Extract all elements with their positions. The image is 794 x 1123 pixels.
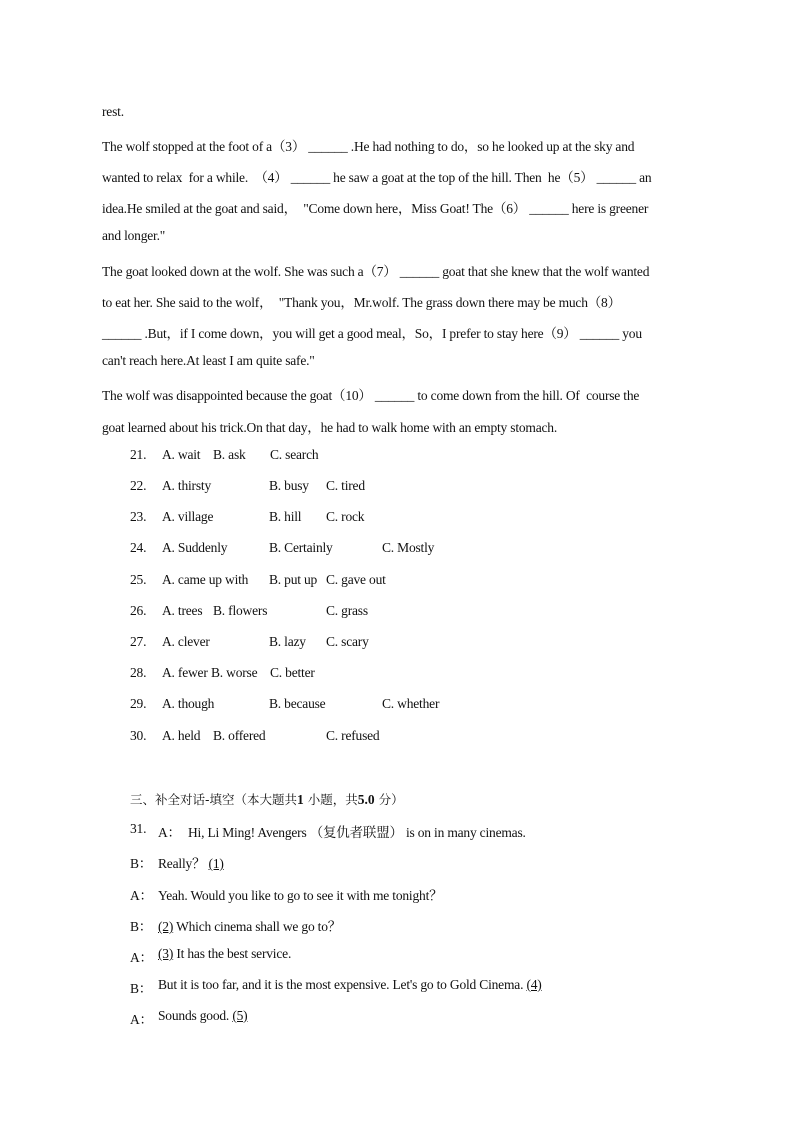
passage-line: to eat her. She said to the wolf， "Thank you，Mr.wolf. The grass down there may be much（8） <box>102 295 621 310</box>
dialogue-speaker: A： <box>130 888 153 903</box>
question-number: 26. <box>130 603 147 618</box>
question-number: 27. <box>130 634 147 649</box>
question-number: 31. <box>130 821 147 836</box>
option-a: A. fewer <box>162 665 208 680</box>
passage-line: ______ .But，if I come down，you will get a good meal，So，I prefer to stay here（9） ______ you <box>102 326 642 341</box>
answer-blank: (5) <box>232 1008 248 1023</box>
option-b: B. ask <box>213 447 246 462</box>
question-number: 22. <box>130 478 147 493</box>
question-number: 23. <box>130 509 147 524</box>
option-b: B. put up <box>269 572 318 587</box>
question-number: 30. <box>130 728 147 743</box>
dialogue-text: Which cinema shall we go to？ <box>173 919 342 934</box>
dialogue-line <box>158 1008 247 1024</box>
passage-line: and longer." <box>102 228 166 243</box>
section-score: 5.0 <box>357 792 375 807</box>
passage-line: The goat looked down at the wolf. She was such a（7） ______ goat that she knew that the wolf wanted <box>102 264 650 279</box>
answer-blank: (4) <box>526 977 542 992</box>
option-a: A. Suddenly <box>162 540 228 555</box>
passage-line: The wolf stopped at the foot of a（3） ______ .He had nothing to do，so he looked up at the sky and <box>102 139 635 154</box>
option-c: C. rock <box>326 509 365 524</box>
option-a: A. came up with <box>162 572 249 587</box>
option-a: A. trees <box>162 603 203 618</box>
option-a: A. wait <box>162 447 201 462</box>
option-c: C. Mostly <box>382 540 435 555</box>
section-prefix: 三、补全对话-填空（本大题共 <box>130 792 298 807</box>
dialogue-speaker: B： <box>130 919 153 934</box>
option-c: C. gave out <box>326 572 386 587</box>
dialogue-line <box>158 946 291 962</box>
dialogue-line <box>158 977 542 993</box>
dialogue-text: Really？ <box>158 856 206 871</box>
dialogue-text: Yeah. Would you like to go to see it with me tonight？ <box>158 888 443 903</box>
option-a: A. thirsty <box>162 478 212 493</box>
dialogue-speaker: A： <box>130 1012 153 1027</box>
passage-line: can't reach here.At least I am quite safe." <box>102 353 315 368</box>
passage-line: rest. <box>102 104 124 119</box>
passage-line: goat learned about his trick.On that day，he had to walk home with an empty stomach. <box>102 420 558 435</box>
dialogue-text: It has the best service. <box>173 946 292 961</box>
option-a: A. held <box>162 728 201 743</box>
passage-line: wanted to relax for a while. （4） ______ he saw a goat at the top of the hill. Then he（5） ______ an <box>102 170 652 185</box>
dialogue-text: But it is too far, and it is the most expensive. Let's go to Gold Cinema. <box>158 977 524 992</box>
option-a: A. though <box>162 696 215 711</box>
passage-line: The wolf was disappointed because the goat（10） ______ to come down from the hill. Of course the <box>102 388 640 403</box>
dialogue-speaker: A： <box>130 950 153 965</box>
option-b: B. lazy <box>269 634 306 649</box>
option-b: B. worse <box>211 665 258 680</box>
option-c: C. search <box>270 447 319 462</box>
option-b: B. flowers <box>213 603 268 618</box>
dialogue-speaker: A： <box>158 825 181 840</box>
question-number: 25. <box>130 572 147 587</box>
section-count: 1 <box>297 792 304 807</box>
answer-blank: (1) <box>208 856 224 871</box>
dialogue-speaker: B： <box>130 981 153 996</box>
question-number: 24. <box>130 540 147 555</box>
option-a: A. clever <box>162 634 210 649</box>
option-c: C. better <box>270 665 315 680</box>
dialogue-line <box>158 915 341 935</box>
passage-line: idea.He smiled at the goat and said， "Come down here，Miss Goat! The（6） ______ here is greener <box>102 201 649 216</box>
option-c: C. scary <box>326 634 369 649</box>
option-b: B. because <box>269 696 326 711</box>
section-heading <box>130 790 404 808</box>
dialogue-text: Sounds good. <box>158 1008 230 1023</box>
answer-blank: (3) <box>158 946 174 961</box>
option-c: C. refused <box>326 728 380 743</box>
option-c: C. whether <box>382 696 440 711</box>
section-suffix: 分） <box>374 792 404 807</box>
option-c: C. tired <box>326 478 365 493</box>
dialogue-speaker: B： <box>130 856 153 871</box>
option-b: B. busy <box>269 478 309 493</box>
section-mid: 小题，共 <box>303 792 358 807</box>
option-b: B. Certainly <box>269 540 333 555</box>
dialogue-text: Hi, Li Ming! Avengers （复仇者联盟） is on in many cinemas. <box>188 825 526 840</box>
option-a: A. village <box>162 509 214 524</box>
option-b: B. offered <box>213 728 266 743</box>
option-c: C. grass <box>326 603 368 618</box>
option-b: B. hill <box>269 509 302 524</box>
question-number: 29. <box>130 696 147 711</box>
question-number: 21. <box>130 447 147 462</box>
question-number: 28. <box>130 665 147 680</box>
dialogue-line <box>158 852 224 872</box>
answer-blank: (2) <box>158 919 174 934</box>
